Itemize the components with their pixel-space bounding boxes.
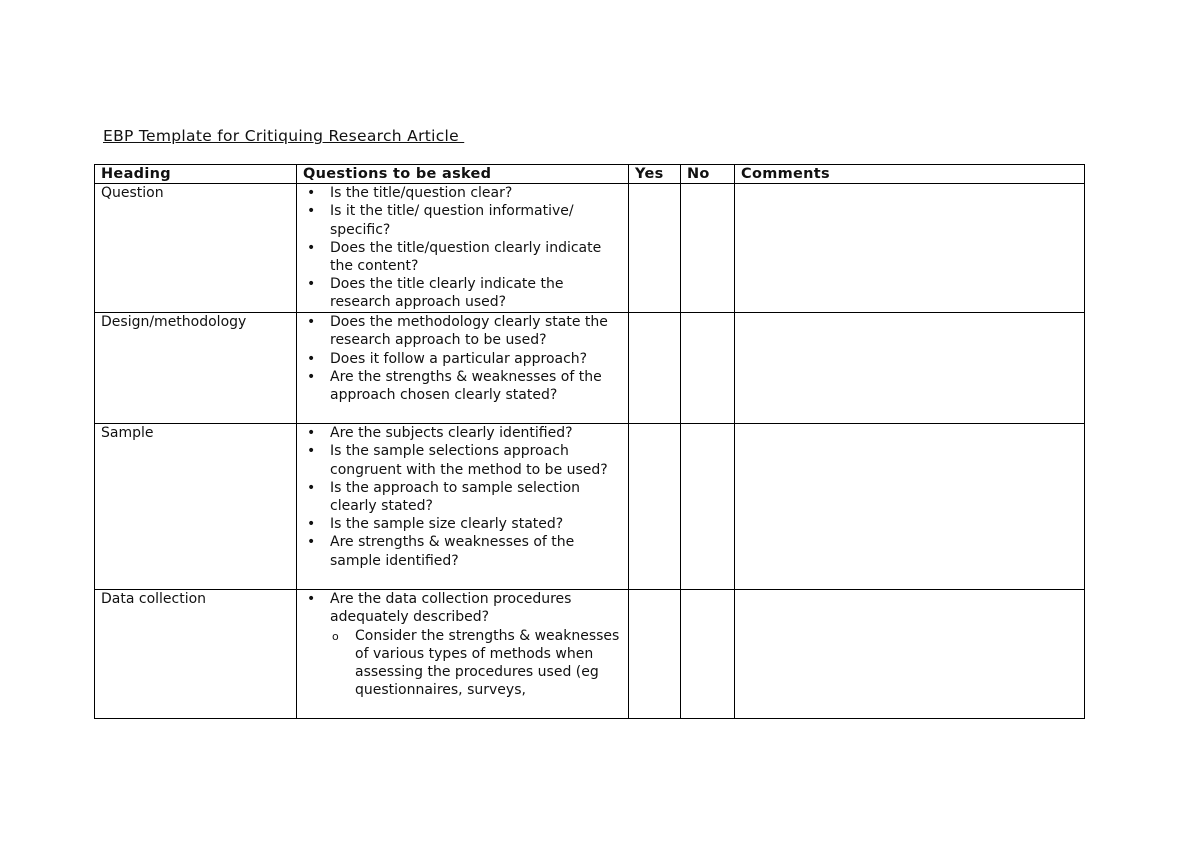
no-cell[interactable] [681,590,735,719]
questions-cell [297,313,629,424]
critique-table [94,164,1085,719]
column-header-no: No [681,165,735,184]
column-header-heading: Heading [95,165,297,184]
question-item: • Is the sample size clearly stated? [303,515,622,533]
yes-cell[interactable] [629,184,681,313]
question-list [303,590,622,699]
question-list [303,184,622,311]
table-row-design-methodology [95,313,1085,424]
yes-cell[interactable] [629,424,681,590]
row-heading: Sample [95,424,297,590]
comments-cell[interactable] [735,424,1085,590]
document-title: EBP Template for Critiquing Research Article [103,127,465,145]
question-item [303,590,622,699]
row-heading: Data collection [95,590,297,719]
table-row-data-collection [95,590,1085,719]
yes-cell[interactable] [629,590,681,719]
no-cell[interactable] [681,184,735,313]
question-list [303,313,622,404]
row-heading: Design/methodology [95,313,297,424]
table-header-row [95,165,1085,184]
question-item: • Are strengths & weaknesses of the sample identified? [303,533,622,569]
comments-cell[interactable] [735,313,1085,424]
no-cell[interactable] [681,313,735,424]
question-item: • Is the title/question clear? [303,184,622,202]
column-header-comments: Comments [735,165,1085,184]
question-item: • Are the subjects clearly identified? [303,424,622,442]
table-row-sample [95,424,1085,590]
table-row-question [95,184,1085,313]
question-item: • Does the title clearly indicate the research approach used? [303,275,622,311]
question-item: • Does it follow a particular approach? [303,350,622,368]
sub-question-list [330,627,622,700]
question-item: • Does the title/question clearly indicate the content? [303,239,622,275]
comments-cell[interactable] [735,590,1085,719]
row-heading: Question [95,184,297,313]
question-item: • Is it the title/ question informative/ specific? [303,202,622,238]
questions-cell [297,184,629,313]
questions-cell [297,590,629,719]
questions-cell [297,424,629,590]
question-item: • Are the strengths & weaknesses of the approach chosen clearly stated? [303,368,622,404]
comments-cell[interactable] [735,184,1085,313]
sub-question-item: o Consider the strengths & weaknesses of various types of methods when assessing the procedures used (eg questionnaires, surveys, [303,627,622,700]
no-cell[interactable] [681,424,735,590]
column-header-yes: Yes [629,165,681,184]
yes-cell[interactable] [629,313,681,424]
question-item: • Is the sample selections approach congruent with the method to be used? [303,442,622,478]
question-item: • Is the approach to sample selection clearly stated? [303,479,622,515]
question-item: • Does the methodology clearly state the research approach to be used? [303,313,622,349]
column-header-questions: Questions to be asked [297,165,629,184]
question-text: Are the data collection procedures adequately described? [330,591,572,626]
question-list [303,424,622,570]
